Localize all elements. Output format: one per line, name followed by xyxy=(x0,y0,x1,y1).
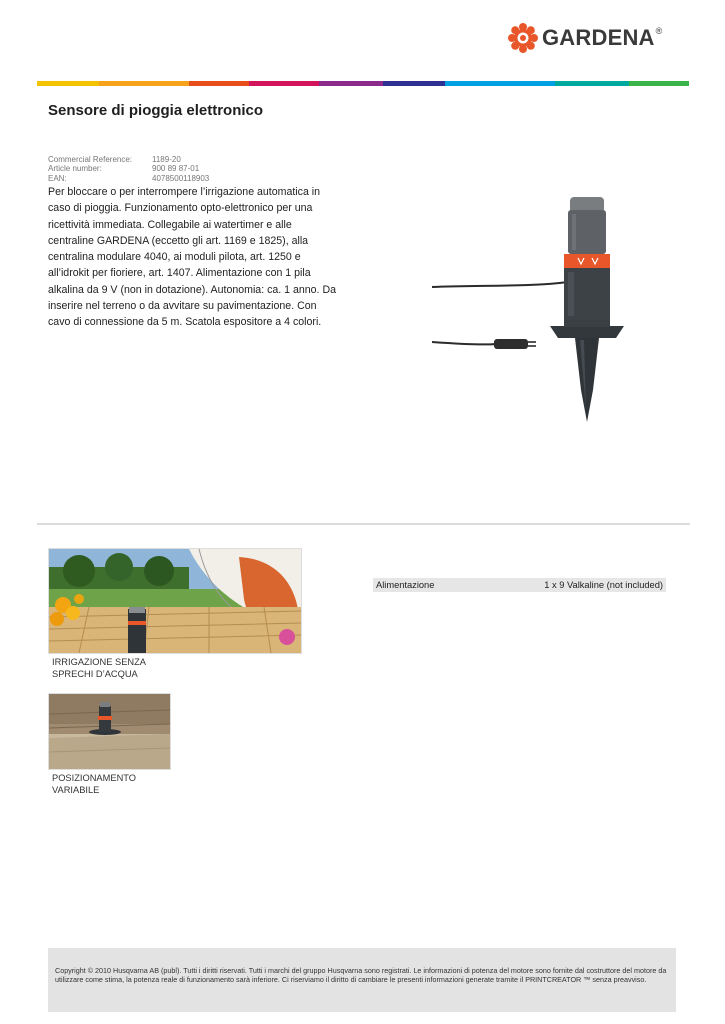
reference-list xyxy=(48,155,209,183)
footer xyxy=(48,948,676,1012)
reference-row xyxy=(48,164,209,173)
feature-caption xyxy=(52,656,146,680)
page-title: Sensore di pioggia elettronico xyxy=(48,102,264,119)
gardena-flower-icon xyxy=(508,23,538,53)
stripe-segment xyxy=(319,81,383,86)
reference-label: Article number: xyxy=(48,164,102,174)
product-description: Per bloccare o per interrompere l’irrigazione automatica in caso di pioggia. Funzionamento opto-elettronico per una ricettività immediata. Collegabile ai watertimer e alle centraline GARDENA (eccetto gli art. 1169 e 1825), alla centralina modulare 4040, ai moduli pilota, art. 1250 e all’idrokit per fioriere, art. 1407. Alimentazione con 1 pila alkalina da 9 V (non in dotazione). Autonomia: ca. 1 anno. Da inserire nel terreno o da avvitare su pavimentazione. Con cavo di connessione da 5 m. Scatola espositore a 4 colori. xyxy=(48,186,336,329)
brand-logo xyxy=(508,22,678,54)
spec-row xyxy=(373,578,666,592)
registered-mark: ® xyxy=(655,26,663,36)
feature-photo-garden xyxy=(48,548,302,654)
reference-value: 4078500118903 xyxy=(152,173,210,183)
stripe-segment xyxy=(445,81,555,86)
reference-row xyxy=(48,155,209,164)
section-divider xyxy=(37,523,690,525)
spec-value: 1 x 9 Valkaline (not included) xyxy=(544,580,663,590)
caption-line: VARIABILE xyxy=(52,785,100,795)
stripe-segment xyxy=(189,81,249,86)
stripe-segment xyxy=(249,81,319,86)
reference-row xyxy=(48,174,209,183)
stripe-segment xyxy=(629,81,689,86)
reference-value: 1189-20 xyxy=(152,155,181,164)
reference-value: 900 89 87-01 xyxy=(152,164,200,174)
reference-label: Commercial Reference: xyxy=(48,155,133,164)
stripe-segment xyxy=(37,81,99,86)
rain-sensor-product-image xyxy=(430,190,630,430)
copyright-text: Copyright © 2010 Husqvarna AB (publ). Tutti i diritti riservati. Tutti i marchi del gruppo Husqvarna sono registrati. Le informazioni di potenza del motore sono fornite dal costruttore del motore da utilizzare come stima, la potenza reale di funzionamento sarà inferiore. Ci riserviamo il diritto di cambiare le presenti informazioni generate tramite il PRINTCREATOR ™ senza preavviso. xyxy=(55,966,667,984)
caption-line: POSIZIONAMENTO xyxy=(52,773,137,783)
color-stripe xyxy=(37,81,689,86)
caption-line: IRRIGAZIONE SENZA xyxy=(52,657,147,667)
caption-line: SPRECHI D’ACQUA xyxy=(52,669,138,679)
stripe-segment xyxy=(99,81,189,86)
spec-label: Alimentazione xyxy=(376,580,435,590)
feature-caption xyxy=(52,772,136,796)
brand-name: GARDENA xyxy=(542,25,655,50)
reference-label: EAN: xyxy=(48,173,67,183)
stripe-segment xyxy=(555,81,629,86)
stripe-segment xyxy=(383,81,445,86)
feature-photo-positioning xyxy=(48,693,171,770)
